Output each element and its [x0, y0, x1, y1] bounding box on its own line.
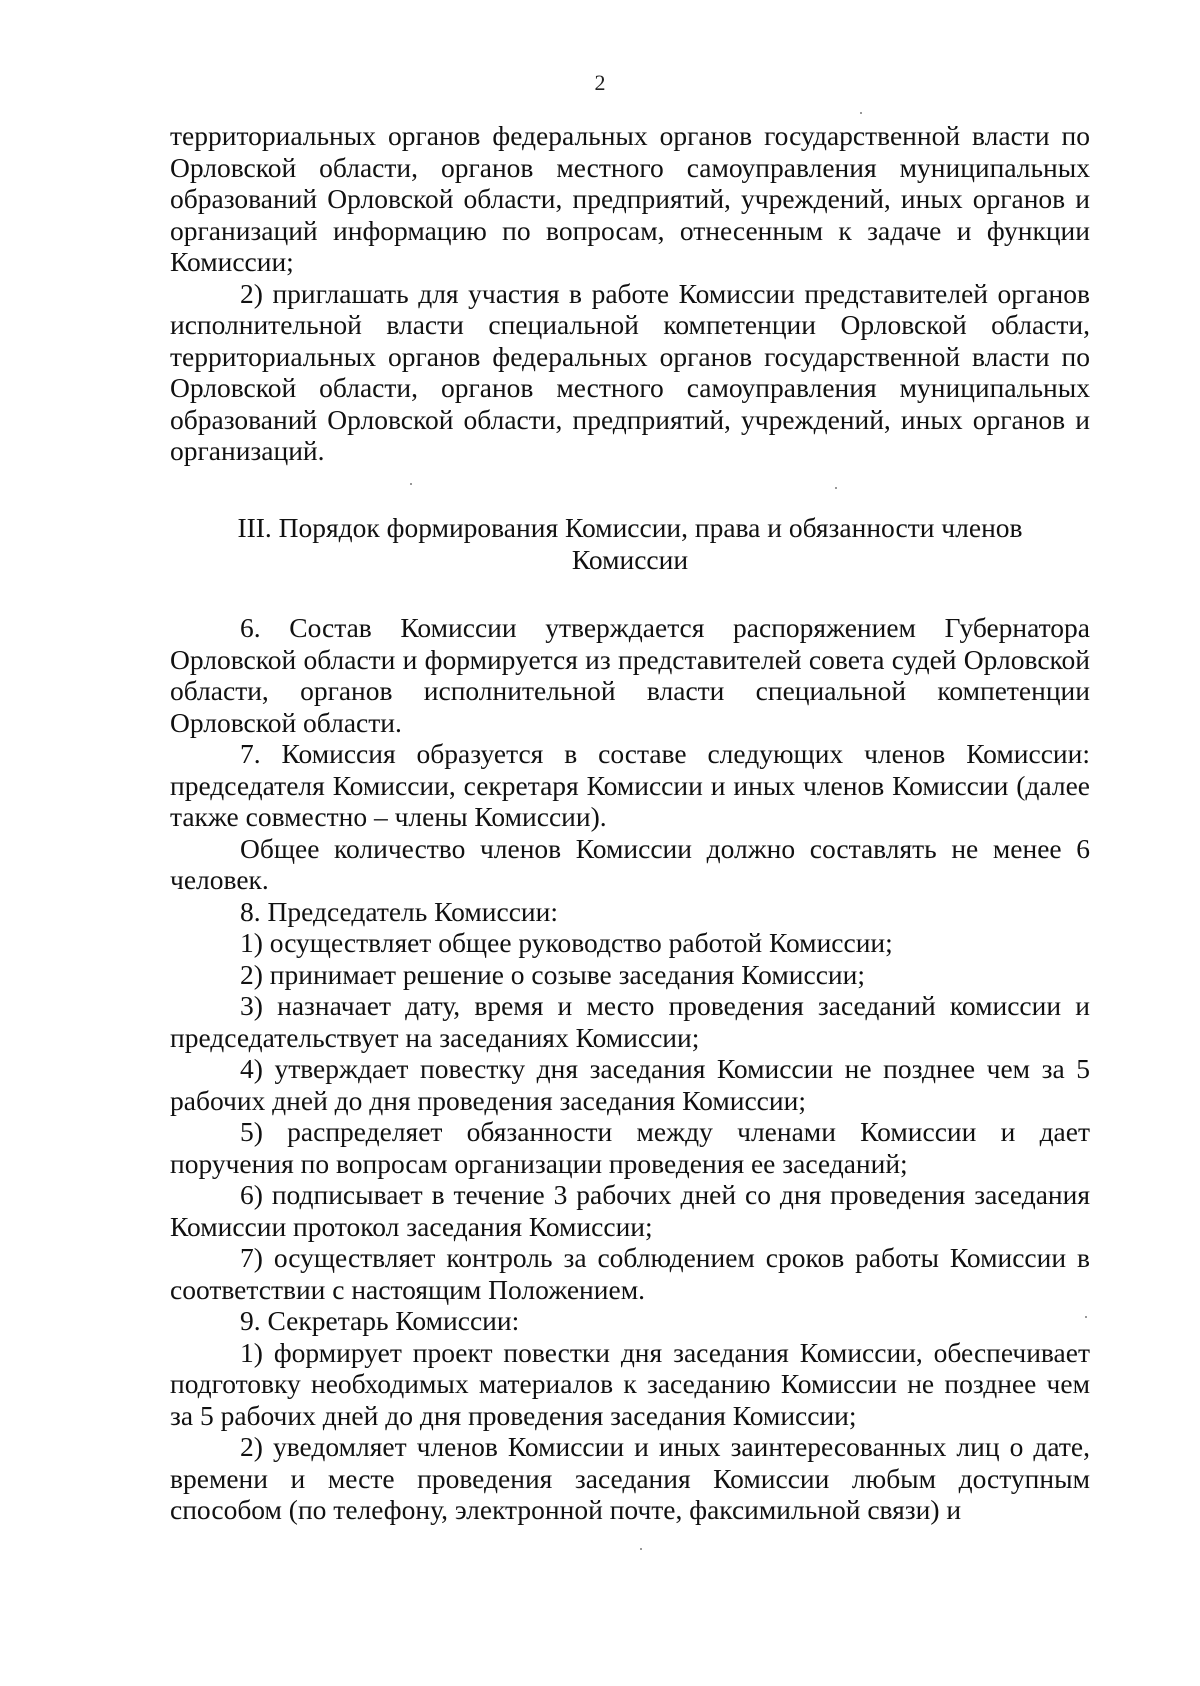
paragraph-7-total: Общее количество членов Комиссии должно составлять не менее 6 человек.	[170, 832, 1090, 895]
list-item: 6) подписывает в течение 3 рабочих дней со дня проведения заседания Комиссии протокол заседания Комиссии;	[170, 1179, 1090, 1242]
list-item: 7) осуществляет контроль за соблюдением сроков работы Комиссии в соответствии с настоящим Положением.	[170, 1242, 1090, 1305]
page-number: 2	[594, 70, 606, 95]
section-heading-line: III. Порядок формирования Комиссии, права и обязанности членов	[237, 512, 1023, 543]
list-item: 1) формирует проект повестки дня заседания Комиссии, обеспечивает подготовку необходимых материалов к заседанию Комиссии не позднее чем за 5 рабочих дней до дня проведения заседания Комиссии;	[170, 1336, 1090, 1431]
list-item: 2) принимает решение о созыве заседания Комиссии;	[240, 958, 866, 990]
list-item: 1) осуществляет общее руководство работой Комиссии;	[240, 927, 893, 958]
intro-text	[170, 120, 1090, 467]
section-heading-line: Комиссии	[571, 544, 689, 575]
list-item: 2) приглашать для участия в работе Комиссии представителей органов исполнительной власти специальной компетенции Орловской области, территориальных органов федеральных органов государственной власти по Орловской области, органов местного самоуправления муниципальных образований Орловской области, предприятий, учреждений, иных органов и организаций.	[170, 277, 1090, 466]
paragraph-7: 7. Комиссия образуется в составе следующих членов Комиссии: председателя Комиссии, секретаря Комиссии и иных членов Комиссии (далее также совместно – члены Комиссии).	[170, 738, 1090, 832]
scan-speck	[1085, 1316, 1087, 1318]
paragraph-8: 8. Председатель Комиссии:	[240, 895, 558, 927]
scan-speck	[835, 487, 837, 489]
list-item: 4) утверждает повестку дня заседания Комиссии не позднее чем за 5 рабочих дней до дня проведения заседания Комиссии;	[170, 1053, 1090, 1116]
list-item: 3) назначает дату, время и место проведения заседаний комиссии и председательствует на заседаниях Комиссии;	[170, 990, 1090, 1053]
scan-speck	[860, 112, 862, 114]
scan-speck	[410, 483, 412, 485]
scan-speck	[640, 1548, 642, 1550]
section-heading	[170, 512, 1090, 576]
list-item: 2) уведомляет членов Комиссии и иных заинтересованных лиц о дате, времени и месте проведения заседания Комиссии любым доступным способом (по телефону, электронной почте, факсимильной связи) и	[170, 1431, 1090, 1525]
intro-paragraph: территориальных органов федеральных органов государственной власти по Орловской области, органов местного самоуправления муниципальных образований Орловской области, предприятий, учреждений, иных органов и организаций информацию по вопросам, отнесенным к задаче и функции Комиссии;	[170, 120, 1090, 277]
paragraph-6: 6. Состав Комиссии утверждается распоряжением Губернатора Орловской области и формируется из представителей совета судей Орловской области, органов исполнительной власти специальной компетенции Орловской области.	[170, 612, 1090, 738]
paragraph-9: 9. Секретарь Комиссии:	[240, 1305, 520, 1336]
list-item: 5) распределяет обязанности между членами Комиссии и дает поручения по вопросам организации проведения ее заседаний;	[170, 1116, 1090, 1179]
section-body	[170, 612, 1090, 1526]
